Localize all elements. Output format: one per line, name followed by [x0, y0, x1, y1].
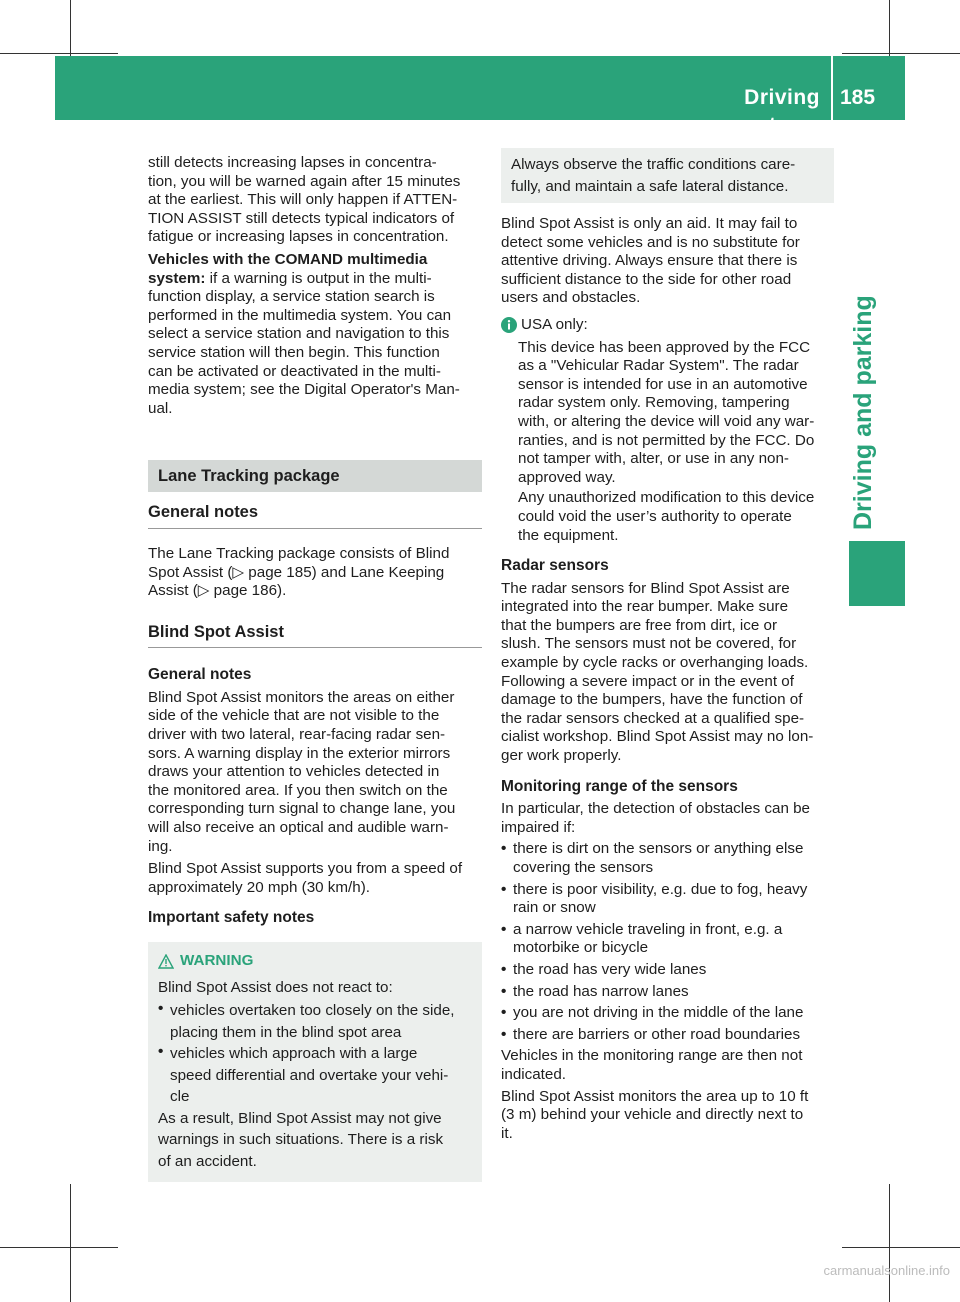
left-column: [148, 154, 482, 1182]
list-item: [501, 983, 834, 1002]
blind-spot-heading: Blind Spot Assist: [148, 623, 482, 649]
list-item: [501, 1004, 834, 1023]
comand-text: if a warning is output in the multi- function display, a service station search is performed in the multimedia system. You can select a service station and navigation to this service station will then begin. This function can be activated or deactivated in the multi- media system; see the Digital Operator's Man- ual.: [148, 269, 460, 417]
monitoring-bullet-text: there is dirt on the sensors or anything else covering the sensors: [513, 840, 804, 876]
list-item: [501, 961, 834, 980]
warning-header: [158, 952, 472, 971]
page-number: 185: [840, 86, 876, 109]
warning-outro: As a result, Blind Spot Assist may not give warnings in such situations. There is a risk of an accident.: [158, 1109, 444, 1170]
list-item: [158, 1000, 472, 1043]
warning-bullet-text: vehicles which approach with a large speed differential and overtake your vehi- cle: [170, 1045, 449, 1106]
bullet-icon: •: [501, 920, 507, 938]
radar-sensors-text: The radar sensors for Blind Spot Assist are integrated into the rear bumper. Make sure that the bumpers are free from dirt, ice or slush. The sensors must not be covered, for example by cycle racks or overhanging loads. Following a severe impact or in the event of damage to the bumpers, have the function of the radar sensors checked at a qualified spe- cialist workshop. Blind Spot Assist may no lon- ger work properly.: [501, 579, 814, 765]
list-item: [501, 881, 834, 918]
bullet-icon: •: [501, 840, 507, 858]
monitoring-range-heading: Monitoring range of the sensors: [501, 777, 738, 795]
header-separator: [831, 56, 833, 120]
aid-paragraph: Blind Spot Assist is only an aid. It may fail to detect some vehicles and is no substitute for attentive driving. Always ensure that there is sufficient distance to the side for other road users and obstacles.: [501, 215, 800, 307]
crop-mark: [0, 1247, 118, 1248]
list-item: [158, 1043, 472, 1108]
safety-heading: Important safety notes: [148, 909, 315, 927]
side-tab-label: Driving and parking: [849, 295, 877, 530]
warning-label: WARNING: [180, 952, 254, 969]
watermark: carmanualsonline.info: [823, 1263, 950, 1278]
lane-tracking-text: The Lane Tracking package consists of Blind Spot Assist (▷ page 185) and Lane Keeping Assist (▷ page 186).: [148, 544, 450, 600]
intro-paragraph: still detects increasing lapses in concentra- tion, you will be warned again after 15 minutes at the earliest. This will only happen if ATTEN- TION ASSIST still detects typical indicators of fatigue or increasing lapses in concentration.: [148, 154, 461, 246]
bullet-icon: •: [158, 1000, 164, 1018]
info-paragraph-1: This device has been approved by the FCC as a "Vehicular Radar System". The radar sensor is intended for use in an automotive radar system only. Removing, tampering with, or altering the device will void any war- ranties, and is not permitted by the FCC. Do not tamper with, alter, or use in any non- approved way.: [518, 338, 815, 486]
info-body: [501, 339, 834, 546]
bsa-general-notes-heading: General notes: [148, 666, 252, 684]
bullet-icon: •: [501, 982, 507, 1000]
crop-mark: [70, 1184, 71, 1302]
bullet-icon: •: [501, 960, 507, 978]
info-title: USA only:: [521, 315, 588, 333]
info-icon: [501, 316, 521, 339]
warning-continued-box: [501, 148, 834, 203]
lane-tracking-heading: Lane Tracking package: [148, 460, 482, 492]
monitoring-intro: In particular, the detection of obstacles can be impaired if:: [501, 800, 811, 836]
crop-mark: [842, 53, 960, 54]
general-notes-heading: General notes: [148, 503, 482, 529]
side-tab-block: [849, 541, 905, 606]
bullet-icon: •: [501, 880, 507, 898]
bullet-icon: •: [501, 1004, 507, 1022]
warning-intro: Blind Spot Assist does not react to:: [158, 978, 393, 996]
list-item: [501, 921, 834, 958]
monitoring-bullet-text: the road has very wide lanes: [513, 960, 707, 978]
crop-mark: [842, 1247, 960, 1248]
radar-sensors-heading: Radar sensors: [501, 557, 609, 575]
info-note: [501, 316, 834, 339]
monitoring-bullet-text: the road has narrow lanes: [513, 982, 689, 1000]
monitoring-bullet-text: you are not driving in the middle of the lane: [513, 1004, 804, 1022]
crop-mark: [0, 53, 118, 54]
bsa-text-1: Blind Spot Assist monitors the areas on either side of the vehicle that are not visible to the driver with two lateral, rear-facing radar sen- sors. A warning display in the exterior mirrors draws your attention to vehicles detected in the monitored area. If you then switch on the corresponding turn signal to change lane, you will also receive an optical and audible warn- ing.: [148, 688, 456, 855]
warning-continued-text: Always observe the traffic conditions care- fully, and maintain a safe lateral distance.: [511, 156, 796, 195]
right-column: [501, 148, 834, 1143]
monitoring-after-1: Vehicles in the monitoring range are then not indicated.: [501, 1047, 803, 1083]
bullet-icon: •: [501, 1025, 507, 1043]
list-item: [501, 1026, 834, 1045]
warning-box: [148, 942, 482, 1182]
monitoring-after-2: Blind Spot Assist monitors the area up to 10 ft (3 m) behind your vehicle and directly next to it.: [501, 1087, 809, 1142]
comand-label: Vehicles with the COMAND multimedia system:: [148, 250, 428, 287]
bullet-icon: •: [158, 1043, 164, 1061]
comand-paragraph: [148, 251, 482, 418]
warning-triangle-icon: [158, 954, 174, 969]
section-title: Driving systems: [732, 86, 820, 137]
bsa-text-2: Blind Spot Assist supports you from a speed of approximately 20 mph (30 km/h).: [148, 860, 463, 896]
info-paragraph-2: Any unauthorized modification to this device could void the user’s authority to operate the equipment.: [518, 489, 815, 544]
crop-mark: [889, 1184, 890, 1302]
monitoring-bullet-text: there are barriers or other road boundaries: [513, 1025, 801, 1043]
list-item: [501, 840, 834, 877]
monitoring-bullet-text: there is poor visibility, e.g. due to fog, heavy rain or snow: [513, 880, 808, 917]
warning-bullet-text: vehicles overtaken too closely on the side, placing them in the blind spot area: [170, 1002, 455, 1041]
monitoring-bullet-text: a narrow vehicle traveling in front, e.g. a motorbike or bicycle: [513, 920, 783, 957]
